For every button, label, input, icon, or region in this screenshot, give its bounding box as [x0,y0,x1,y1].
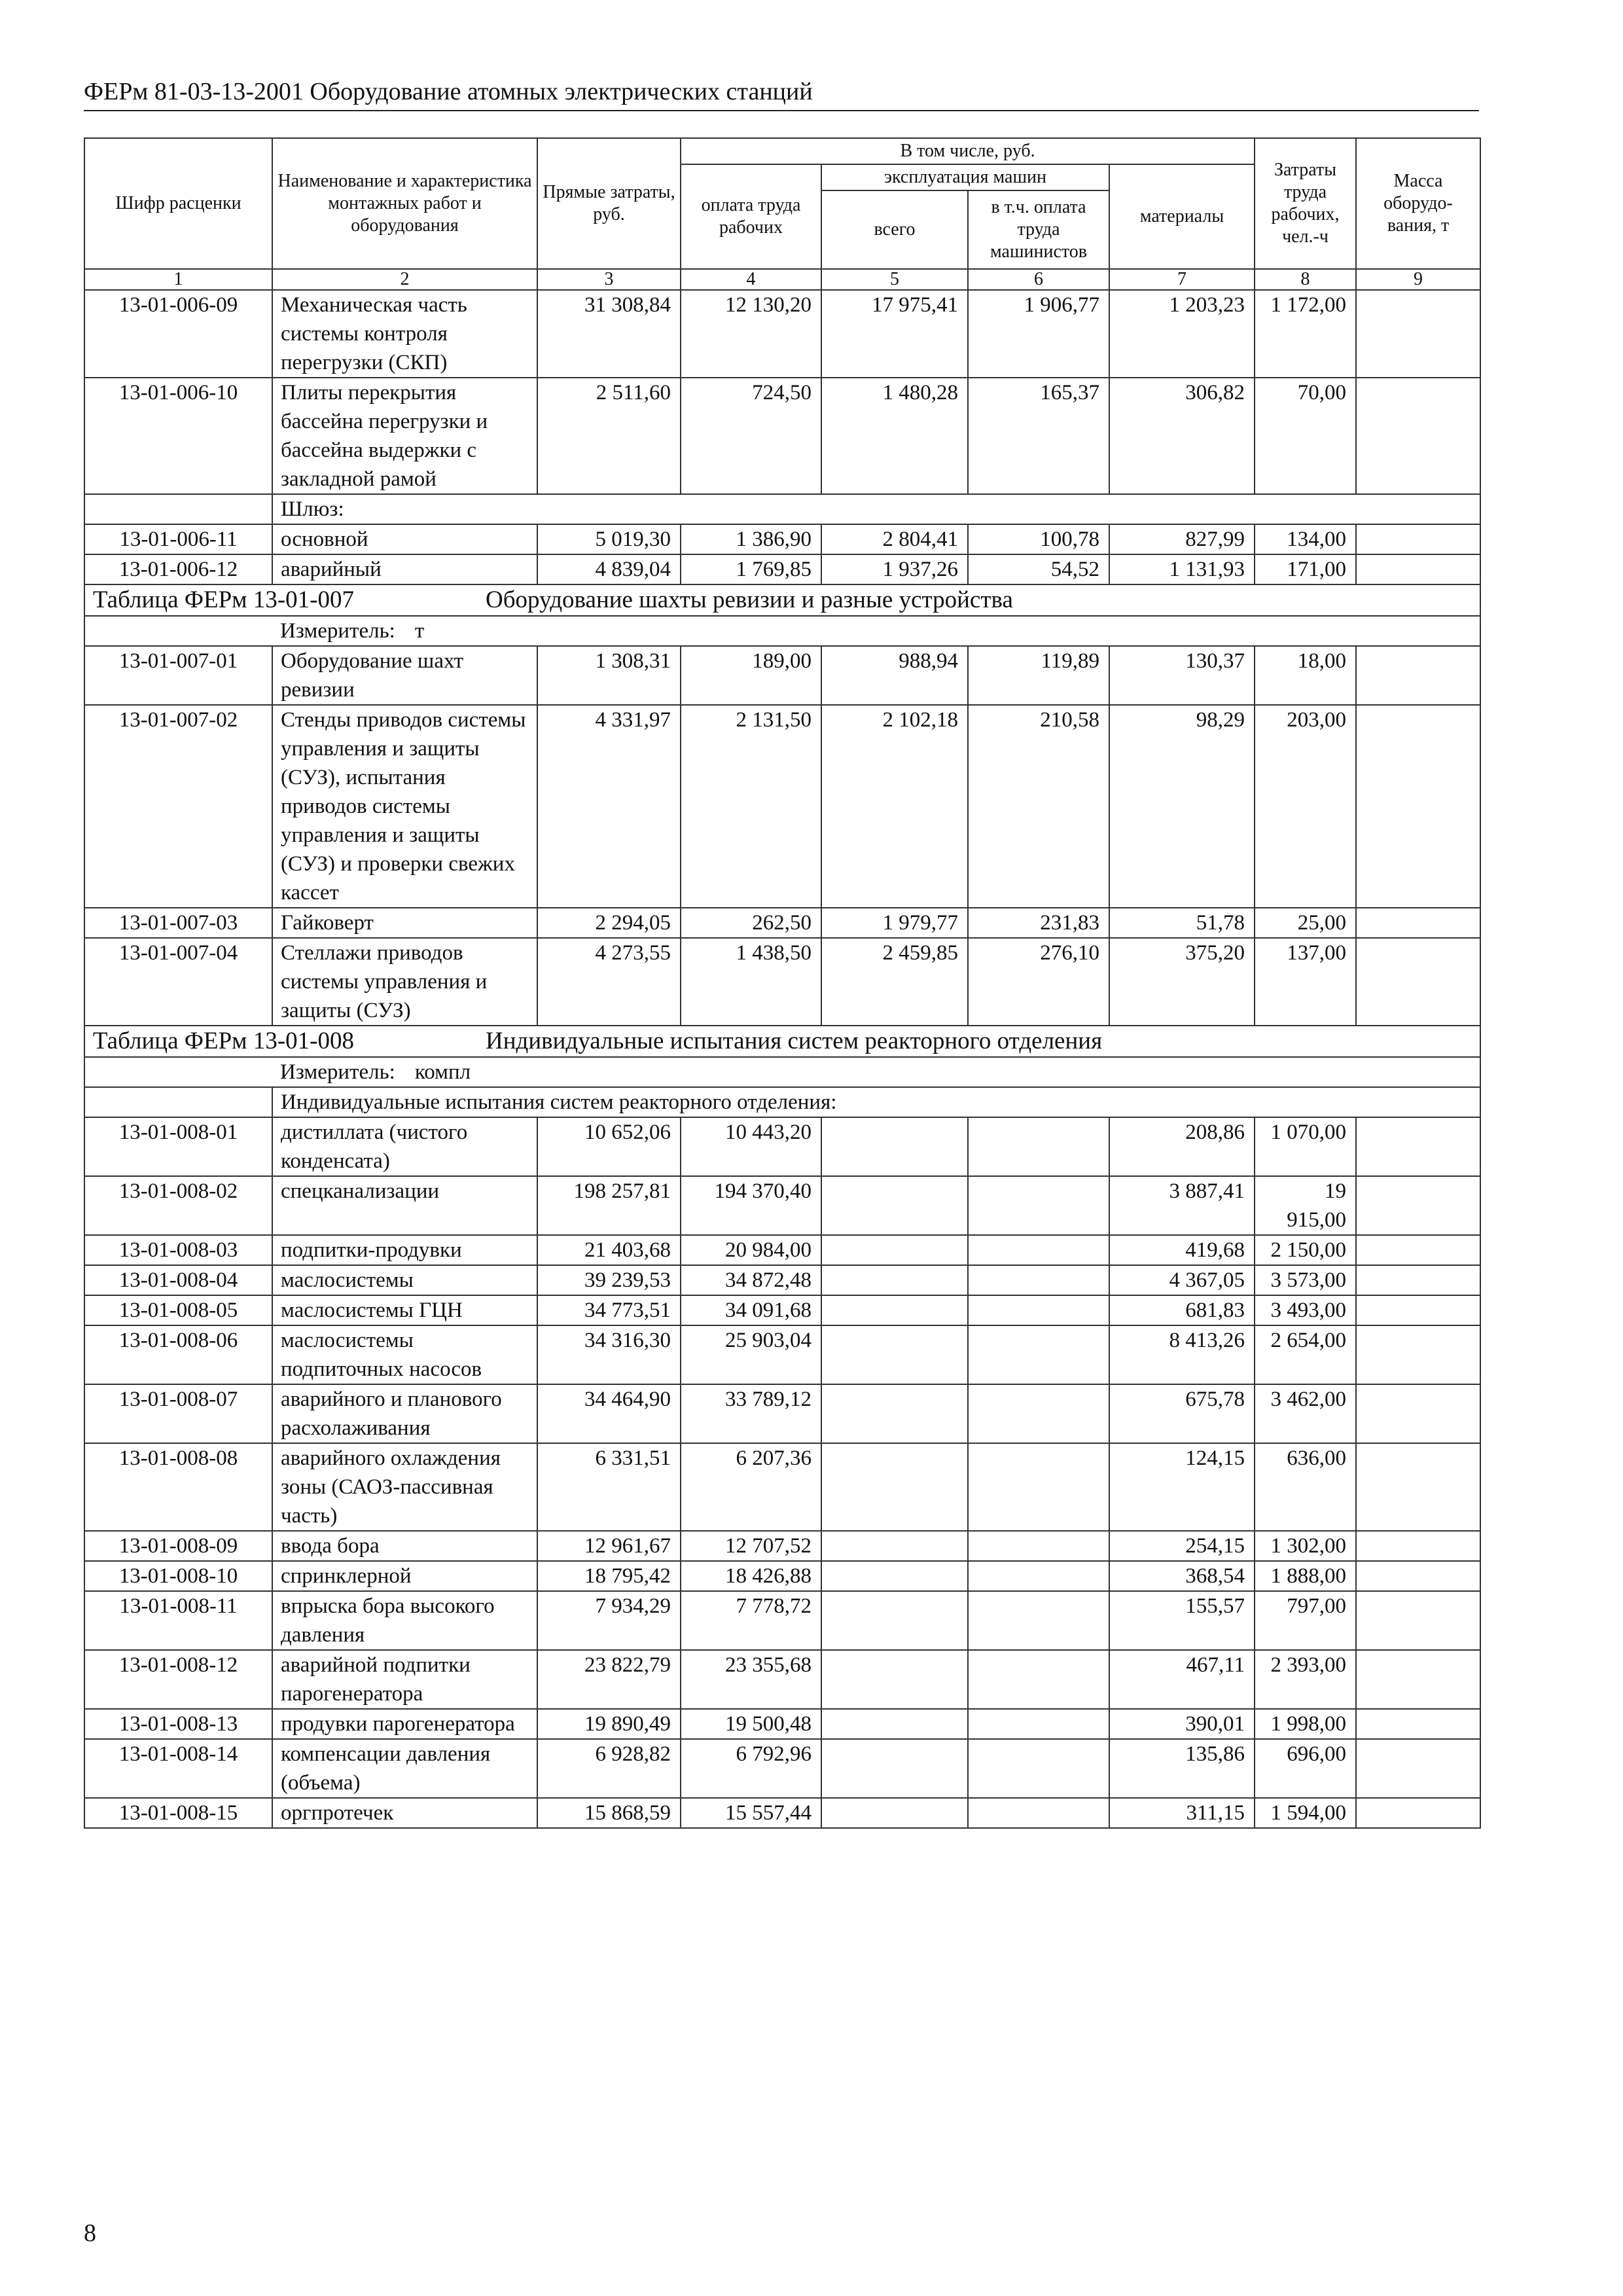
labor-hours-cell: 636,00 [1255,1443,1356,1531]
col-header-machines: эксплуатация машин [821,164,1109,190]
rate-code-cell: 13-01-008-15 [84,1798,272,1828]
machines-labor-cell: 276,10 [968,938,1109,1026]
labor-hours-cell: 2 393,00 [1255,1650,1356,1709]
labor-pay-cell: 23 355,68 [681,1650,821,1709]
machines-labor-cell [968,1798,1109,1828]
labor-pay-cell: 724,50 [681,378,821,494]
machines-labor-cell [968,1117,1109,1176]
col-number: 9 [1356,269,1480,290]
materials-cell: 1 203,23 [1109,290,1255,378]
table-header [84,138,1480,290]
col-header-code: Шифр расценки [84,138,272,269]
measure-unit: т [414,619,425,643]
machines-total-cell: 2 102,18 [821,705,968,908]
table-row [84,646,1480,705]
measure-row [84,1057,1480,1087]
labor-pay-cell: 6 207,36 [681,1443,821,1531]
rate-code-cell: 13-01-008-02 [84,1176,272,1235]
labor-hours-cell: 1 888,00 [1255,1561,1356,1591]
machines-total-cell [821,1176,968,1235]
labor-pay-cell: 34 091,68 [681,1295,821,1325]
machines-labor-cell [968,1561,1109,1591]
labor-pay-cell: 19 500,48 [681,1709,821,1739]
machines-labor-cell: 210,58 [968,705,1109,908]
machines-total-cell [821,1561,968,1591]
work-name-cell: маслосистемы [272,1265,537,1295]
group-label: Индивидуальные испытания систем реакторного отделения: [272,1087,1480,1117]
mass-cell [1356,1531,1480,1561]
table-row [84,554,1480,584]
table-row [84,1591,1480,1650]
direct-cost-cell: 10 652,06 [537,1117,681,1176]
table-row [84,1798,1480,1828]
materials-cell: 311,15 [1109,1798,1255,1828]
work-name-cell: основной [272,524,537,554]
empty-cell [84,494,272,524]
col-header-machines-labor: в т.ч. оплата труда машинистов [968,190,1109,269]
measure-row [84,616,1480,646]
labor-hours-cell: 1 594,00 [1255,1798,1356,1828]
col-header-including: В том числе, руб. [681,138,1255,164]
rate-code-cell: 13-01-008-09 [84,1531,272,1561]
table-title-cell [84,1026,1480,1057]
machines-total-cell [821,1325,968,1384]
materials-cell: 306,82 [1109,378,1255,494]
direct-cost-cell: 198 257,81 [537,1176,681,1235]
labor-hours-cell: 19 915,00 [1255,1176,1356,1235]
mass-cell [1356,938,1480,1026]
labor-pay-cell: 34 872,48 [681,1265,821,1295]
rate-code-cell: 13-01-006-11 [84,524,272,554]
work-name-cell: подпитки-продувки [272,1235,537,1265]
machines-total-cell [821,1117,968,1176]
work-name-cell: Гайковерт [272,908,537,938]
table-title-cell [84,584,1480,616]
direct-cost-cell: 18 795,42 [537,1561,681,1591]
materials-cell: 1 131,93 [1109,554,1255,584]
measure-label: Измеритель: [280,1060,395,1084]
labor-pay-cell: 25 903,04 [681,1325,821,1384]
table-title-row [84,584,1480,616]
col-number: 5 [821,269,968,290]
machines-labor-cell [968,1325,1109,1384]
labor-hours-cell: 3 493,00 [1255,1295,1356,1325]
mass-cell [1356,524,1480,554]
machines-total-cell: 988,94 [821,646,968,705]
materials-cell: 254,15 [1109,1531,1255,1561]
work-name-cell: аварийного и планового расхолаживания [272,1384,537,1443]
machines-labor-cell [968,1650,1109,1709]
materials-cell: 155,57 [1109,1591,1255,1650]
col-header-machines-total: всего [821,190,968,269]
table-row [84,1739,1480,1798]
work-name-cell: Оборудование шахт ревизии [272,646,537,705]
machines-labor-cell: 119,89 [968,646,1109,705]
table-row [84,1561,1480,1591]
machines-labor-cell [968,1235,1109,1265]
col-header-direct: Прямые затраты, руб. [537,138,681,269]
direct-cost-cell: 19 890,49 [537,1709,681,1739]
col-header-labor-pay: оплата труда рабочих [681,164,821,269]
table-title: Таблица ФЕРм 13-01-008 [93,1028,354,1054]
materials-cell: 8 413,26 [1109,1325,1255,1384]
mass-cell [1356,1384,1480,1443]
mass-cell [1356,1798,1480,1828]
labor-pay-cell: 189,00 [681,646,821,705]
mass-cell [1356,290,1480,378]
labor-hours-cell: 137,00 [1255,938,1356,1026]
rate-code-cell: 13-01-008-01 [84,1117,272,1176]
mass-cell [1356,1117,1480,1176]
rate-code-cell: 13-01-008-13 [84,1709,272,1739]
labor-hours-cell: 3 573,00 [1255,1265,1356,1295]
rate-code-cell: 13-01-008-04 [84,1265,272,1295]
mass-cell [1356,908,1480,938]
mass-cell [1356,1650,1480,1709]
mass-cell [1356,1591,1480,1650]
labor-hours-cell: 203,00 [1255,705,1356,908]
rate-code-cell: 13-01-008-12 [84,1650,272,1709]
measure-cell [84,616,1480,646]
col-number: 1 [84,269,272,290]
machines-total-cell: 1 937,26 [821,554,968,584]
labor-pay-cell: 1 769,85 [681,554,821,584]
table-row [84,1087,1480,1117]
rate-code-cell: 13-01-008-08 [84,1443,272,1531]
mass-cell [1356,646,1480,705]
measure-unit: компл [414,1060,471,1084]
direct-cost-cell: 6 928,82 [537,1739,681,1798]
materials-cell: 51,78 [1109,908,1255,938]
mass-cell [1356,1295,1480,1325]
mass-cell [1356,1235,1480,1265]
direct-cost-cell: 31 308,84 [537,290,681,378]
materials-cell: 135,86 [1109,1739,1255,1798]
col-number: 3 [537,269,681,290]
table-row [84,1176,1480,1235]
machines-labor-cell [968,1739,1109,1798]
machines-labor-cell [968,1265,1109,1295]
table-body [84,290,1480,1828]
work-name-cell: Механическая часть системы контроля перегрузки (СКП) [272,290,537,378]
work-name-cell: дистиллата (чистого конденсата) [272,1117,537,1176]
labor-pay-cell: 2 131,50 [681,705,821,908]
table-row [84,705,1480,908]
direct-cost-cell: 39 239,53 [537,1265,681,1295]
measure-label: Измеритель: [280,619,395,643]
table-row [84,1650,1480,1709]
machines-total-cell [821,1265,968,1295]
machines-total-cell [821,1798,968,1828]
labor-hours-cell: 1 172,00 [1255,290,1356,378]
machines-labor-cell: 231,83 [968,908,1109,938]
materials-cell: 130,37 [1109,646,1255,705]
materials-cell: 675,78 [1109,1384,1255,1443]
labor-hours-cell: 1 070,00 [1255,1117,1356,1176]
labor-pay-cell: 15 557,44 [681,1798,821,1828]
labor-hours-cell: 1 998,00 [1255,1709,1356,1739]
mass-cell [1356,1265,1480,1295]
materials-cell: 390,01 [1109,1709,1255,1739]
mass-cell [1356,554,1480,584]
page-number: 8 [84,2219,96,2247]
table-subtitle: Оборудование шахты ревизии и разные устройства [486,586,1013,613]
work-name-cell: Плиты перекрытия бассейна перегрузки и бассейна выдержки с закладной рамой [272,378,537,494]
table-title: Таблица ФЕРм 13-01-007 [93,586,354,613]
mass-cell [1356,1561,1480,1591]
mass-cell [1356,705,1480,908]
direct-cost-cell: 7 934,29 [537,1591,681,1650]
labor-hours-cell: 797,00 [1255,1591,1356,1650]
rate-code-cell: 13-01-007-03 [84,908,272,938]
direct-cost-cell: 5 019,30 [537,524,681,554]
direct-cost-cell: 34 773,51 [537,1295,681,1325]
direct-cost-cell: 12 961,67 [537,1531,681,1561]
materials-cell: 98,29 [1109,705,1255,908]
col-header-mass: Масса оборудо-вания, т [1356,138,1480,269]
rate-code-cell: 13-01-008-11 [84,1591,272,1650]
labor-hours-cell: 171,00 [1255,554,1356,584]
table-row [84,1709,1480,1739]
direct-cost-cell: 15 868,59 [537,1798,681,1828]
labor-pay-cell: 20 984,00 [681,1235,821,1265]
table-row [84,1325,1480,1384]
machines-total-cell: 17 975,41 [821,290,968,378]
col-header-materials: материалы [1109,164,1255,269]
work-name-cell: Стенды приводов системы управления и защиты (СУЗ), испытания приводов системы управления и защиты (СУЗ) и проверки свежих кассет [272,705,537,908]
materials-cell: 375,20 [1109,938,1255,1026]
direct-cost-cell: 6 331,51 [537,1443,681,1531]
table-row [84,1235,1480,1265]
materials-cell: 827,99 [1109,524,1255,554]
work-name-cell: Стеллажи приводов системы управления и защиты (СУЗ) [272,938,537,1026]
table-row [84,1117,1480,1176]
col-header-name: Наименование и характеристика монтажных работ и оборудования [272,138,537,269]
col-number: 8 [1255,269,1356,290]
table-row [84,1295,1480,1325]
rate-code-cell: 13-01-008-05 [84,1295,272,1325]
labor-hours-cell: 70,00 [1255,378,1356,494]
direct-cost-cell: 2 294,05 [537,908,681,938]
work-name-cell: аварийного охлаждения зоны (САОЗ-пассивная часть) [272,1443,537,1531]
rate-code-cell: 13-01-008-10 [84,1561,272,1591]
labor-pay-cell: 262,50 [681,908,821,938]
machines-total-cell [821,1443,968,1531]
labor-pay-cell: 7 778,72 [681,1591,821,1650]
direct-cost-cell: 21 403,68 [537,1235,681,1265]
materials-cell: 368,54 [1109,1561,1255,1591]
table-row [84,524,1480,554]
direct-cost-cell: 34 464,90 [537,1384,681,1443]
labor-pay-cell: 33 789,12 [681,1384,821,1443]
work-name-cell: компенсации давления (объема) [272,1739,537,1798]
lock-group-label: Шлюз: [272,494,1480,524]
col-number: 4 [681,269,821,290]
labor-hours-cell: 134,00 [1255,524,1356,554]
rate-code-cell: 13-01-006-10 [84,378,272,494]
work-name-cell: маслосистемы ГЦН [272,1295,537,1325]
work-name-cell: аварийный [272,554,537,584]
labor-pay-cell: 18 426,88 [681,1561,821,1591]
machines-labor-cell: 1 906,77 [968,290,1109,378]
work-name-cell: впрыска бора высокого давления [272,1591,537,1650]
machines-labor-cell [968,1295,1109,1325]
labor-pay-cell: 12 707,52 [681,1531,821,1561]
col-number: 6 [968,269,1109,290]
materials-cell: 467,11 [1109,1650,1255,1709]
col-number: 7 [1109,269,1255,290]
rate-code-cell: 13-01-008-07 [84,1384,272,1443]
machines-total-cell: 1 979,77 [821,908,968,938]
mass-cell [1356,1739,1480,1798]
table-row [84,1384,1480,1443]
direct-cost-cell: 23 822,79 [537,1650,681,1709]
empty-cell [84,1087,272,1117]
labor-pay-cell: 1 438,50 [681,938,821,1026]
materials-cell: 124,15 [1109,1443,1255,1531]
machines-labor-cell: 100,78 [968,524,1109,554]
machines-total-cell: 2 459,85 [821,938,968,1026]
machines-labor-cell [968,1591,1109,1650]
mass-cell [1356,1443,1480,1531]
machines-total-cell [821,1650,968,1709]
table-row [84,938,1480,1026]
direct-cost-cell: 4 839,04 [537,554,681,584]
table-row [84,494,1480,524]
table-row [84,1443,1480,1531]
rate-code-cell: 13-01-007-04 [84,938,272,1026]
table-row [84,908,1480,938]
materials-cell: 419,68 [1109,1235,1255,1265]
table-row [84,378,1480,494]
machines-total-cell [821,1591,968,1650]
machines-total-cell [821,1531,968,1561]
rate-code-cell: 13-01-008-14 [84,1739,272,1798]
machines-labor-cell [968,1531,1109,1561]
rate-code-cell: 13-01-008-06 [84,1325,272,1384]
rates-table [84,137,1481,1829]
col-header-labor: Затраты труда рабочих, чел.-ч [1255,138,1356,269]
work-name-cell: спринклерной [272,1561,537,1591]
col-number: 2 [272,269,537,290]
table-row [84,1265,1480,1295]
materials-cell: 208,86 [1109,1117,1255,1176]
rate-code-cell: 13-01-007-01 [84,646,272,705]
work-name-cell: ввода бора [272,1531,537,1561]
machines-total-cell [821,1235,968,1265]
labor-hours-cell: 2 654,00 [1255,1325,1356,1384]
labor-hours-cell: 3 462,00 [1255,1384,1356,1443]
page-header: ФЕРм 81-03-13-2001 Оборудование атомных электрических станций [84,77,1479,111]
machines-labor-cell: 54,52 [968,554,1109,584]
work-name-cell: спецканализации [272,1176,537,1235]
materials-cell: 681,83 [1109,1295,1255,1325]
machines-labor-cell [968,1384,1109,1443]
work-name-cell: продувки парогенератора [272,1709,537,1739]
labor-pay-cell: 10 443,20 [681,1117,821,1176]
direct-cost-cell: 34 316,30 [537,1325,681,1384]
materials-cell: 4 367,05 [1109,1265,1255,1295]
mass-cell [1356,378,1480,494]
labor-pay-cell: 12 130,20 [681,290,821,378]
machines-labor-cell: 165,37 [968,378,1109,494]
mass-cell [1356,1709,1480,1739]
labor-pay-cell: 6 792,96 [681,1739,821,1798]
machines-total-cell: 2 804,41 [821,524,968,554]
machines-total-cell [821,1295,968,1325]
direct-cost-cell: 4 331,97 [537,705,681,908]
labor-hours-cell: 1 302,00 [1255,1531,1356,1561]
machines-total-cell [821,1709,968,1739]
rate-code-cell: 13-01-006-12 [84,554,272,584]
labor-pay-cell: 1 386,90 [681,524,821,554]
rate-code-cell: 13-01-006-09 [84,290,272,378]
direct-cost-cell: 1 308,31 [537,646,681,705]
machines-labor-cell [968,1443,1109,1531]
table-subtitle: Индивидуальные испытания систем реакторного отделения [486,1028,1103,1054]
table-row [84,290,1480,378]
labor-hours-cell: 18,00 [1255,646,1356,705]
table-row [84,1531,1480,1561]
labor-hours-cell: 696,00 [1255,1739,1356,1798]
rate-code-cell: 13-01-007-02 [84,705,272,908]
measure-cell [84,1057,1480,1087]
labor-hours-cell: 2 150,00 [1255,1235,1356,1265]
mass-cell [1356,1325,1480,1384]
machines-labor-cell [968,1709,1109,1739]
machines-labor-cell [968,1176,1109,1235]
table-title-row [84,1026,1480,1057]
work-name-cell: оргпротечек [272,1798,537,1828]
direct-cost-cell: 4 273,55 [537,938,681,1026]
work-name-cell: аварийной подпитки парогенератора [272,1650,537,1709]
rate-code-cell: 13-01-008-03 [84,1235,272,1265]
machines-total-cell [821,1739,968,1798]
labor-pay-cell: 194 370,40 [681,1176,821,1235]
labor-hours-cell: 25,00 [1255,908,1356,938]
machines-total-cell: 1 480,28 [821,378,968,494]
machines-total-cell [821,1384,968,1443]
materials-cell: 3 887,41 [1109,1176,1255,1235]
direct-cost-cell: 2 511,60 [537,378,681,494]
work-name-cell: маслосистемы подпиточных насосов [272,1325,537,1384]
mass-cell [1356,1176,1480,1235]
